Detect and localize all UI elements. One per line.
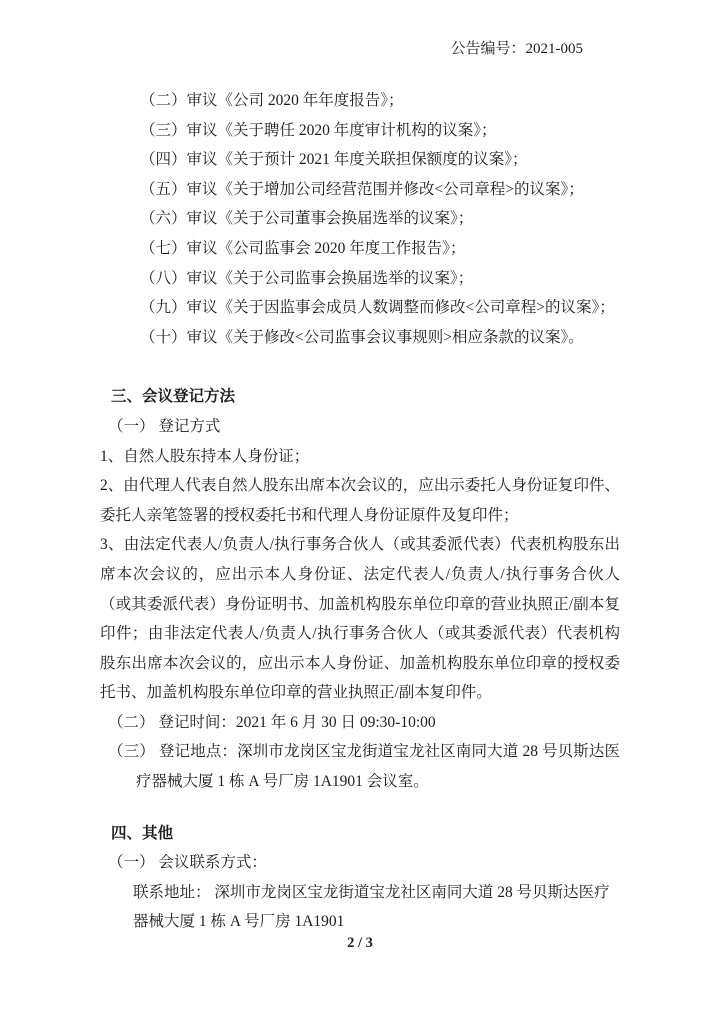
registration-method-label: （一） 登记方式: [108, 417, 221, 435]
page-number: 2 / 3: [347, 935, 373, 951]
other-section-title: 四、其他: [111, 824, 174, 842]
registration-method-item-1: 1、自然人股东持本人身份证；: [100, 447, 310, 465]
agenda-item: （六）审议《关于公司董事会换届选举的议案》；: [140, 210, 474, 228]
contact-method-label: （一） 会议联系方式：: [108, 854, 267, 872]
contact-address: 联系地址： 深圳市龙岗区宝龙街道宝龙社区南同大道 28 号贝斯达医疗器械大厦 1 栋 A 号厂房 1A1901: [133, 883, 610, 931]
agenda-item: （八）审议《关于公司监事会换届选举的议案》；: [140, 269, 474, 287]
agenda-item: （十）审议《关于修改<公司监事会议事规则>相应条款的议案》。: [140, 328, 584, 346]
agenda-item: （五）审议《关于增加公司经营范围并修改<公司章程>的议案》；: [140, 180, 584, 198]
agenda-item: （九）审议《关于因监事会成员人数调整而修改<公司章程>的议案》；: [140, 299, 615, 317]
registration-place: （三） 登记地点：深圳市龙岗区宝龙街道宝龙社区南同大道 28 号贝斯达医疗器械大厦 1 栋 A 号厂房 1A1901 会议室。: [108, 743, 620, 791]
agenda-item: （四）审议《关于预计 2021 年度关联担保额度的议案》；: [140, 151, 528, 169]
agenda-item: （三）审议《关于聘任 2020 年度审计机构的议案》；: [140, 121, 497, 139]
registration-method-item-2: 2、由代理人代表自然人股东出席本次会议的，应出示委托人身份证复印件、委托人亲笔签署的授权委托书和代理人身份证原件及复印件；: [100, 477, 620, 524]
agenda-item: （二）审议《公司 2020 年年度报告》；: [140, 92, 404, 109]
agenda-list: [100, 86, 620, 352]
doc-number: 公告编号：2021-005: [450, 41, 583, 57]
registration-section-title: 三、会议登记方法: [111, 388, 236, 406]
registration-method-item-3: 3、由法定代表人/负责人/执行事务合伙人（或其委派代表）代表机构股东出席本次会议的，应出示本人身份证、法定代表人/负责人/执行事务合伙人（或其委派代表）身份证明书、加盖机构股东单位印章的营业执照正/副本复印件；由非法定代表人/负责人/执行事务合伙人（或其委派代表）代表机构股东出席本次会议的，应出示本人身份证、加盖机构股东单位印章的授权委托书、加盖机构股东单位印章的营业执照正/副本复印件。: [100, 536, 620, 702]
agenda-item: （七）审议《公司监事会 2020 年度工作报告》；: [140, 239, 466, 257]
registration-time: （二） 登记时间：2021 年 6 月 30 日 09:30-10:00: [108, 713, 436, 731]
